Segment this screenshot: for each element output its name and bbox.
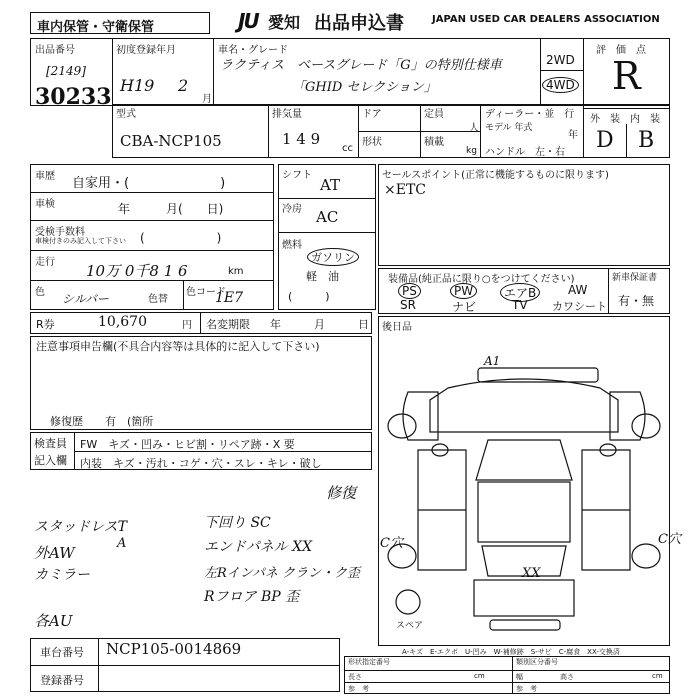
- color-code-label: 色コード: [186, 287, 226, 298]
- spec-frame: [344, 656, 670, 694]
- reg-era: H19: [120, 76, 155, 95]
- note-studless: スタッドレスT: [34, 519, 127, 535]
- ref2-label: 参 考: [516, 685, 537, 693]
- note-ext-aw: 外AW: [34, 544, 75, 562]
- recycle-label: R券: [36, 318, 55, 331]
- form-spec-label: 形状指定番号: [348, 658, 390, 666]
- color-code-value: 1E7: [215, 290, 244, 306]
- disp-label: 排気量: [272, 109, 302, 120]
- car-diagram: [378, 340, 670, 640]
- type-label: 型式: [116, 109, 136, 120]
- mark-c-right: C穴: [658, 532, 681, 547]
- chassis-value: NCP105-0014869: [106, 640, 242, 658]
- capacity-unit: 人: [469, 123, 479, 134]
- mileage-value: 10万 0千8 1 6: [86, 262, 188, 280]
- length-unit: cm: [474, 672, 485, 680]
- reg-label: 初度登録年月: [116, 45, 176, 56]
- color-value: シルバー: [62, 292, 109, 306]
- after-install-label: 後日品: [382, 322, 412, 333]
- cautions-label: 注意事項申告欄(不具合内容等は具体的に記入して下さい): [36, 340, 320, 353]
- load-unit: kg: [466, 146, 477, 156]
- grade-label: 評 価 点: [596, 45, 646, 56]
- door-label: ドア: [362, 109, 382, 120]
- equip-ps: PS: [398, 283, 421, 299]
- recycle-value: 10,670: [98, 314, 147, 330]
- shift-value: AT: [320, 176, 341, 194]
- ext-int-label: 外 装 内 装: [590, 114, 660, 125]
- load-label: 積載: [424, 137, 444, 148]
- reg-month-unit: 月: [202, 94, 212, 105]
- reg-year: 2: [178, 76, 189, 95]
- drive-2wd: 2WD: [546, 53, 575, 67]
- fuel-other: ( ): [288, 290, 330, 303]
- inspection-value: 年 月( 日): [118, 202, 224, 216]
- note-floor: Rフロア BP 歪: [204, 589, 300, 605]
- model-line2: 「GHID セレクション」: [292, 80, 437, 95]
- spare-label: スペア: [396, 621, 424, 631]
- capacity-label: 定員: [424, 109, 444, 120]
- equip-pw: PW: [450, 283, 477, 299]
- association-name: JAPAN USED CAR DEALERS ASSOCIATION: [432, 14, 660, 25]
- mark-xx: XX: [522, 566, 541, 581]
- model-label: 車名・グレード: [218, 45, 288, 56]
- equipment-label: 装備品(純正品に限り○をつけてください): [388, 274, 575, 285]
- mileage-label: 走行: [35, 257, 55, 268]
- mark-a1: A1: [484, 354, 501, 368]
- damage-legend: A-キズ E-エクボ U-凹み W-補修跡 S-サビ C-腐食 XX-交換済: [402, 648, 620, 656]
- note-mark-a: A: [117, 536, 127, 551]
- deadline-value: 年 月 日: [270, 318, 369, 331]
- height-label: 高さ: [560, 673, 574, 681]
- fw-line: FW キズ・凹み・ヒビ割・リペア跡・X 要: [80, 438, 295, 451]
- recycle-unit: 円: [182, 320, 192, 331]
- color-label: 色: [35, 287, 45, 298]
- inspector-label2: 記入欄: [34, 454, 67, 467]
- type-value: CBA-NCP105: [120, 132, 222, 150]
- shift-label: シフト: [282, 170, 312, 181]
- selling-value: ×ETC: [384, 182, 426, 198]
- inspection-label: 車検: [35, 199, 55, 210]
- lot-label: 出品番号: [35, 45, 75, 56]
- selling-label: セールスポイント(正常に機能するものに限ります): [382, 170, 609, 181]
- receipt-label: 受検手数料: [35, 227, 85, 238]
- ac-value: AC: [316, 208, 339, 226]
- ac-label: 冷房: [282, 204, 302, 215]
- equip-aw: AW: [568, 283, 588, 297]
- chassis-label: 車台番号: [40, 646, 84, 659]
- disp-value: 1 4 9: [282, 130, 321, 148]
- drive-4wd: 4WD: [542, 77, 579, 93]
- color-swap-label: 色替: [148, 294, 168, 305]
- interior-line: 内装 キズ・汚れ・コゲ・穴・スレ・キレ・破し: [80, 457, 322, 470]
- model-year-label: モデル 年式: [485, 123, 533, 133]
- equip-tv: TV: [512, 298, 528, 312]
- grade-value: R: [612, 54, 641, 98]
- equip-airbag: エアB: [500, 283, 540, 302]
- ref1-label: 参 考: [348, 685, 369, 693]
- note-inner-panel: 左Rインパネ クラン・ク歪: [204, 566, 361, 581]
- handle-label: ハンドル 左・右: [485, 147, 565, 158]
- disp-unit: cc: [342, 143, 353, 154]
- int-value: B: [638, 128, 655, 153]
- length-label: 長さ: [348, 673, 362, 681]
- note-mirror: カミラー: [34, 567, 90, 583]
- note-underbody: 下回り SC: [204, 515, 271, 531]
- reg-number-label: 登録番号: [40, 674, 84, 687]
- org-name: 愛知: [268, 13, 301, 32]
- height-unit: cm: [652, 672, 663, 680]
- equip-navi: ナビ: [452, 300, 477, 314]
- model-line1: ラクティス ベースグレード「G」の特別仕様車: [220, 58, 502, 73]
- model-year-unit: 年: [568, 130, 578, 141]
- note-au: 各AU: [34, 612, 73, 630]
- repair-note: 修復: [326, 484, 357, 502]
- dealer-label: ディーラー・並 行: [485, 109, 575, 120]
- ext-value: D: [596, 128, 614, 153]
- class-label: 類別区分番号: [516, 658, 558, 666]
- equip-leather: カワシート: [552, 300, 607, 313]
- storage-box: [30, 12, 210, 34]
- repair-history: 修復歴 有 (箇所: [50, 415, 154, 428]
- warranty-value: 有・無: [618, 294, 655, 308]
- warranty-label: 新車保証書: [612, 273, 658, 283]
- lot-small: [2149]: [46, 64, 86, 78]
- note-end-panel: エンドパネル XX: [204, 539, 313, 555]
- history-label: 車歴: [35, 171, 55, 182]
- lot-number: 30233: [35, 84, 112, 110]
- width-label: 幅: [516, 673, 523, 681]
- storage-title: 車内保管・守衛保管: [37, 20, 155, 35]
- mileage-unit: km: [228, 266, 244, 277]
- fuel-label: 燃料: [282, 240, 302, 251]
- receipt-note: 車検付きのみ記入して下さい: [35, 237, 126, 245]
- form-title: 出品申込書: [314, 13, 404, 34]
- fuel-gas: ガソリン: [307, 248, 359, 266]
- ju-logo: JU: [238, 9, 258, 33]
- fuel-diesel: 軽 油: [306, 270, 339, 283]
- receipt-value: ( ): [140, 231, 222, 245]
- mark-c-left: C穴: [380, 536, 403, 551]
- shape-label: 形状: [362, 137, 382, 148]
- deadline-label: 名変期限: [206, 318, 250, 331]
- history-value: 自家用・( ): [72, 176, 226, 191]
- equip-sr: SR: [400, 298, 416, 312]
- inspector-label1: 検査員: [34, 437, 67, 450]
